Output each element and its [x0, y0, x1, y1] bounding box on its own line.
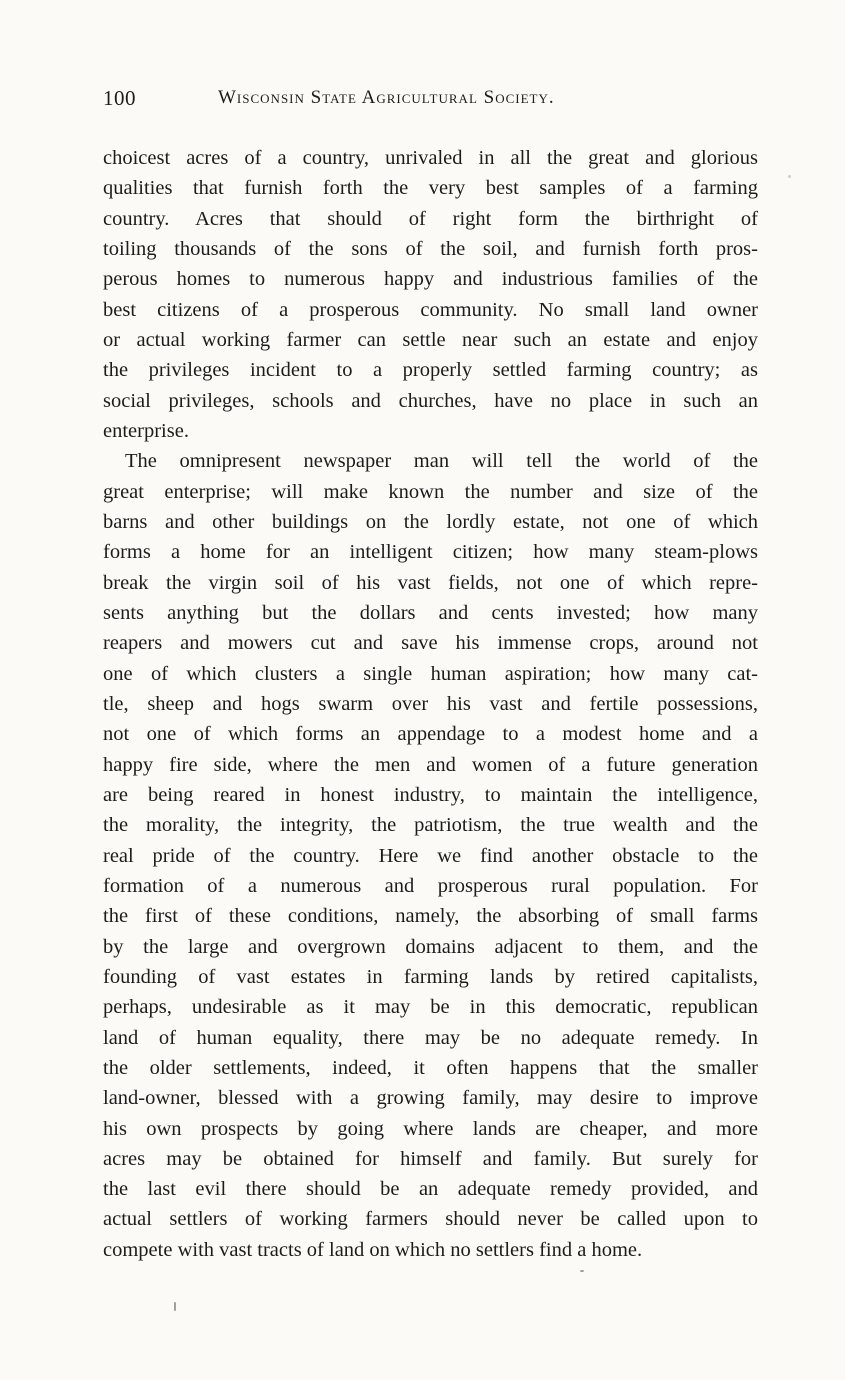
text-line: not one of which forms an appendage to a modest home and a [103, 723, 758, 746]
text-line: the privileges incident to a properly settled farming country; as [103, 359, 758, 382]
text-line: are being reared in honest industry, to maintain the intelligence, [103, 783, 758, 806]
text-line: or actual working farmer can settle near such an estate and enjoy [103, 328, 758, 351]
text-line: land of human equality, there may be no adequate remedy. In [103, 1026, 758, 1049]
text-line: formation of a numerous and prosperous rural population. For [103, 874, 758, 897]
text-line: land-owner, blessed with a growing family, may desire to improve [103, 1087, 758, 1110]
text-line: perous homes to numerous happy and industrious families of the [103, 268, 758, 291]
text-line: best citizens of a prosperous community. No small land owner [103, 298, 758, 321]
page-header [103, 86, 758, 116]
text-line: The omnipresent newspaper man will tell the world of the [125, 450, 758, 473]
scan-speck [174, 1302, 176, 1311]
text-line: social privileges, schools and churches, have no place in such an [103, 389, 758, 412]
scan-speck [788, 175, 791, 178]
text-line: country. Acres that should of right form the birthright of [103, 207, 758, 230]
text-line: barns and other buildings on the lordly estate, not one of which [103, 510, 758, 533]
text-line: qualities that furnish forth the very best samples of a farming [103, 177, 758, 200]
text-line: reapers and mowers cut and save his immense crops, around not [103, 632, 758, 655]
text-line: perhaps, undesirable as it may be in this democratic, republican [103, 996, 758, 1019]
paragraph [103, 143, 758, 446]
running-head: Wisconsin State Agricultural Society. [218, 87, 555, 108]
text-line: the older settlements, indeed, it often happens that the smaller [103, 1056, 758, 1079]
text-line: sents anything but the dollars and cents invested; how many [103, 601, 758, 624]
text-line: forms a home for an intelligent citizen; how many steam-plows [103, 541, 758, 564]
page-number: 100 [103, 86, 136, 110]
text-line: toiling thousands of the sons of the soil, and furnish forth pros- [103, 237, 758, 260]
text-line: the first of these conditions, namely, the absorbing of small farms [103, 905, 758, 928]
text-line: break the virgin soil of his vast fields, not one of which repre- [103, 571, 758, 594]
text-line: one of which clusters a single human aspiration; how many cat- [103, 662, 758, 685]
text-line: the last evil there should be an adequate remedy provided, and [103, 1178, 758, 1201]
text-line: great enterprise; will make known the number and size of the [103, 480, 758, 503]
text-line: choicest acres of a country, unrivaled in all the great and glorious [103, 147, 758, 169]
text-line: compete with vast tracts of land on which no settlers find a home. [103, 1238, 643, 1261]
paragraph [103, 446, 758, 1265]
scan-speck [580, 1270, 584, 1272]
text-line: the morality, the integrity, the patriotism, the true wealth and the [103, 814, 758, 837]
text-line: tle, sheep and hogs swarm over his vast and fertile possessions, [103, 692, 758, 715]
body-text [103, 143, 758, 1265]
text-line: real pride of the country. Here we find another obstacle to the [103, 844, 758, 867]
text-line: founding of vast estates in farming lands by retired capitalists, [103, 965, 758, 988]
text-line: happy fire side, where the men and women of a future generation [103, 753, 758, 776]
text-line: acres may be obtained for himself and family. But surely for [103, 1147, 758, 1170]
text-line: actual settlers of working farmers should never be called upon to [103, 1208, 758, 1231]
text-line: his own prospects by going where lands are cheaper, and more [103, 1117, 758, 1140]
text-line: enterprise. [103, 419, 189, 442]
text-line: by the large and overgrown domains adjacent to them, and the [103, 935, 758, 958]
